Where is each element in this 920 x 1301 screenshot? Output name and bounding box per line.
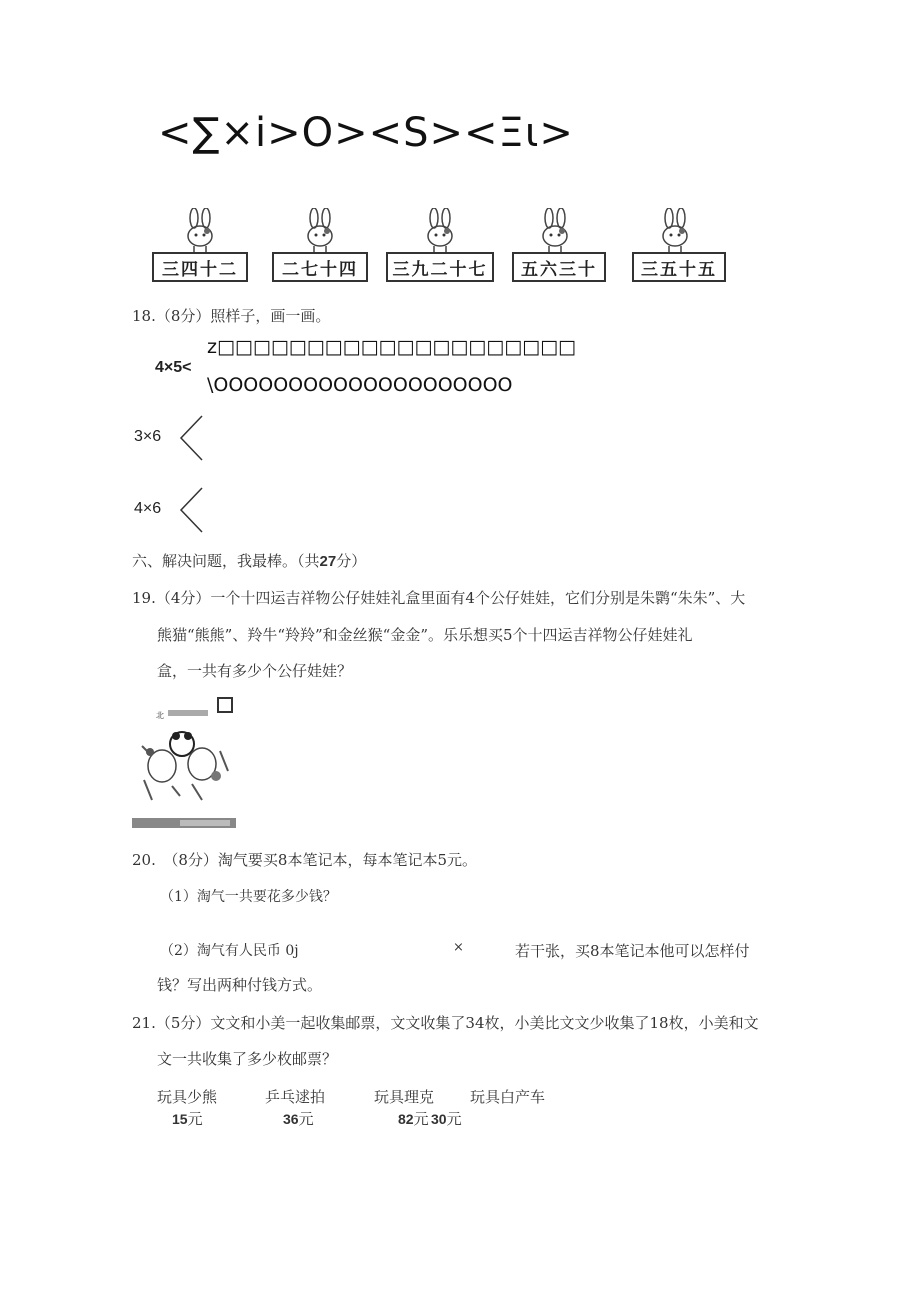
toy-name-4: 玩具白产车 — [470, 1088, 546, 1106]
card-4: 五六三十 — [512, 252, 606, 282]
toy-price-3: 82元 — [398, 1110, 429, 1128]
rabbit-icon — [655, 208, 695, 254]
rabbit-icon — [420, 208, 460, 254]
rabbit-icon — [300, 208, 340, 254]
q19-line3: 盒，一共有多少个公仔娃娃？ — [157, 662, 353, 680]
q18-circles-row: \OOOOOOOOOOOOOOOOOOOO — [207, 374, 513, 396]
q18-expr-3: 4×6 — [134, 500, 162, 517]
q20-sub2-part1: （2）淘气有人民币 0j — [160, 943, 299, 959]
q18-squares-row: z□□□□□□□□□□□□□□□□□□□□ — [207, 336, 577, 358]
q18-expr-2: 3×6 — [134, 428, 162, 445]
toy-name-2: 乒乓逑拍 — [265, 1088, 326, 1106]
q20-sub2-part2: 若干张，买8本笔记本他可以怎样付 — [515, 942, 750, 960]
q21-line2: 文一共收集了多少枚邮票？ — [157, 1050, 338, 1068]
rabbit-icon — [180, 208, 220, 254]
toy-name-1: 玩具少熊 — [157, 1088, 218, 1106]
q20-sub2-x: × — [453, 940, 464, 955]
mascot-gift-box-image — [132, 696, 236, 830]
q20-sub1: （1）淘气一共要花多少钱？ — [160, 889, 337, 905]
q21-line1: 21.（5分）文文和小美一起收集邮票，文文收集了34枚，小美比文文少收集了18枚，小美和文 — [132, 1014, 759, 1032]
toy-price-1: 15元 — [172, 1110, 203, 1128]
q18-title: 18.（8分）照样子，画一画。 — [132, 307, 331, 325]
card-5: 三五十五 — [632, 252, 726, 282]
toy-price-4: 30元 — [431, 1110, 462, 1128]
card-1: 三四十二 — [152, 252, 248, 282]
toy-name-3: 玩具理克 — [374, 1088, 435, 1106]
bracket-icon — [178, 486, 204, 534]
rabbit-icon — [535, 208, 575, 254]
q19-line1: 19.（4分）一个十四运吉祥物公仔娃娃礼盒里面有4个公仔娃娃，它们分别是朱鹮“朱朱”、大 — [132, 589, 746, 607]
toy-price-2: 36元 — [283, 1110, 314, 1128]
svg-text:北: 北 — [156, 711, 164, 720]
q18-example-expr: 4×5< — [155, 359, 192, 376]
q19-line2: 熊猫“熊熊”、羚牛“羚羚”和金丝猴“金金”。乐乐想买5个十四运吉祥物公仔娃娃礼 — [157, 626, 693, 644]
q20-sub2-part3: 钱？写出两种付钱方式。 — [157, 976, 323, 994]
section6-heading: 六、解决问题，我最棒。（共27分） — [132, 552, 367, 570]
bracket-icon — [178, 414, 204, 462]
card-3: 三九二十七 — [386, 252, 494, 282]
symbol-row: <∑×i>O><S><Ξι> — [158, 110, 574, 156]
card-2: 二七十四 — [272, 252, 368, 282]
q20-line1: 20. （8分）淘气要买8本笔记本，每本笔记本5元。 — [132, 851, 477, 869]
